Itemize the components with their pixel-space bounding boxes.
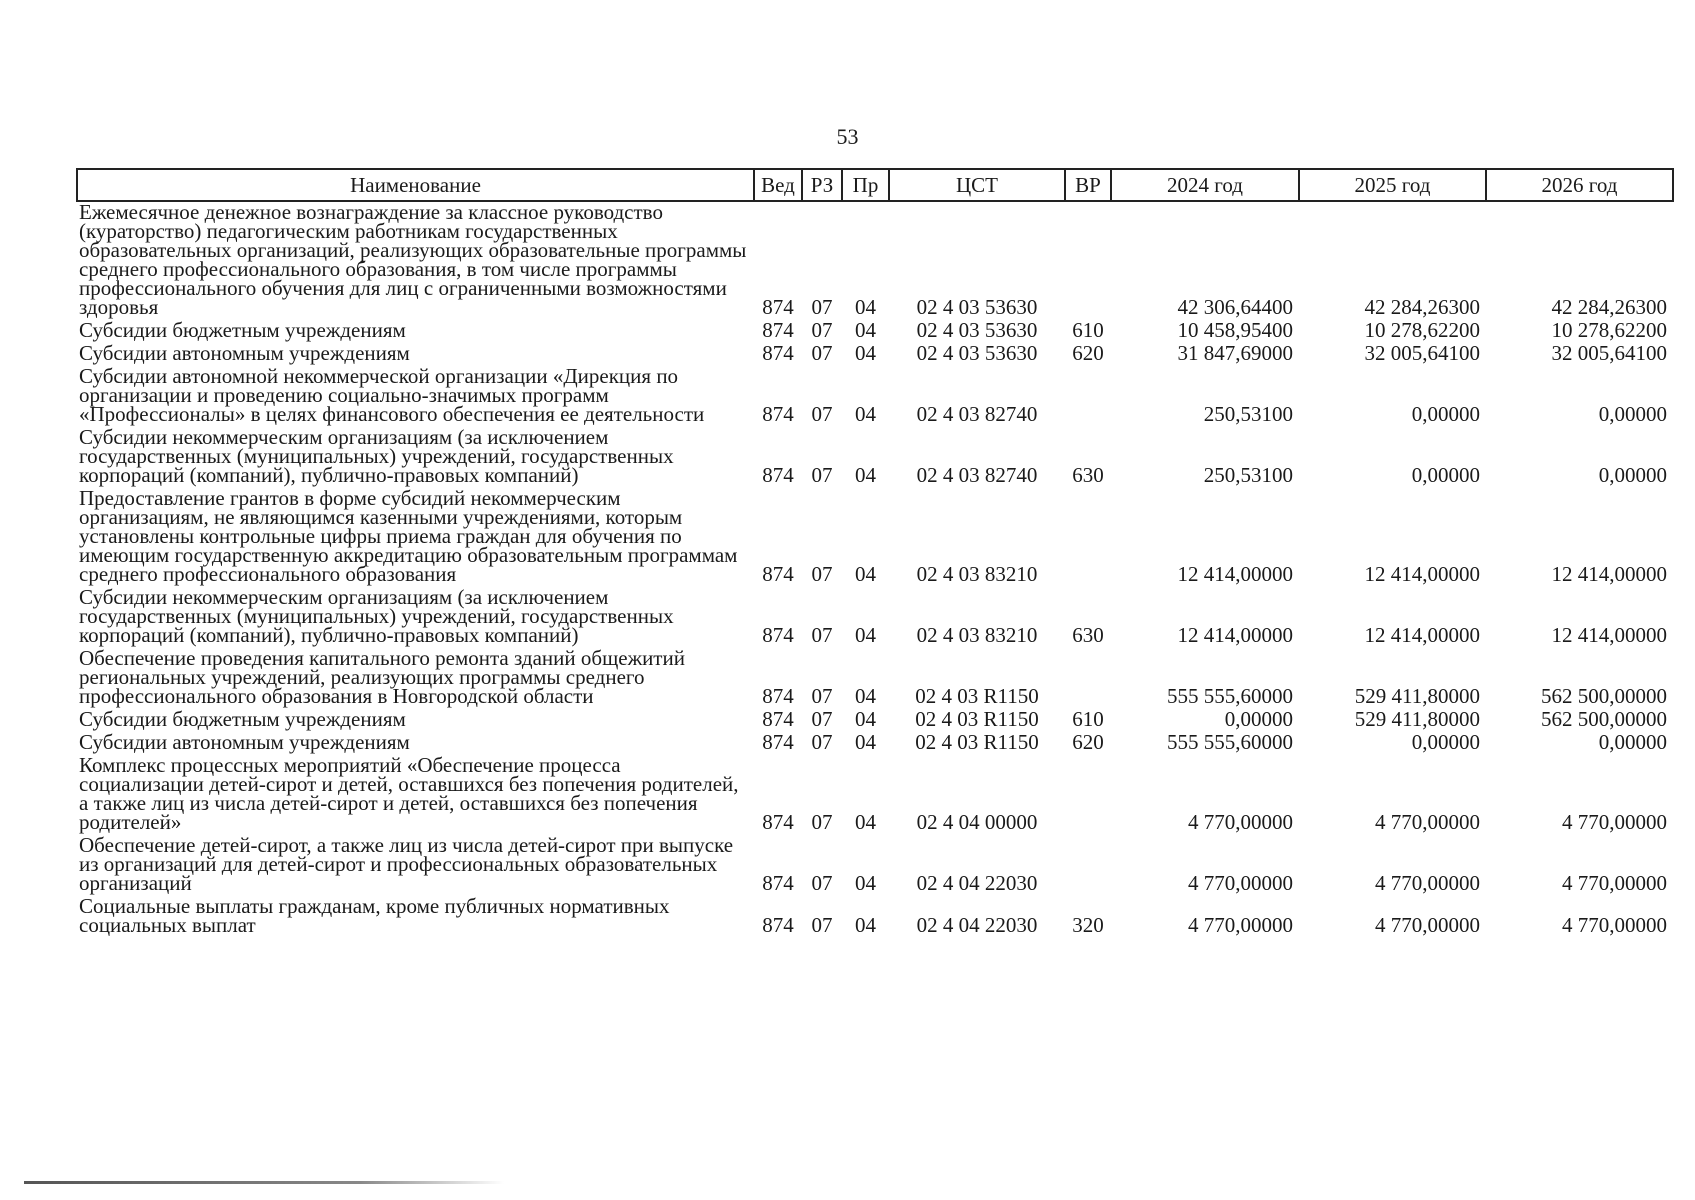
row-amount-2026: 562 500,00000 [1541,707,1667,731]
table-row [77,366,1673,427]
row-rz: 07 [811,463,833,487]
table-row [77,896,1673,938]
header-2024: 2024 год [1111,169,1299,201]
row-amount-2025: 0,00000 [1411,402,1480,426]
row-rz: 07 [811,402,833,426]
row-vr [1065,755,1111,835]
row-name: Обеспечение детей-сирот, а также лиц из числа детей-сирот при выпуске из организаций для детей-сирот и профессиональных образовательных организаций [79,833,734,895]
row-amount-2024: 12 414,00000 [1177,562,1293,586]
row-amount-2025: 4 770,00000 [1375,871,1480,895]
row-pr: 04 [855,295,876,319]
row-cst: 02 4 04 00000 [916,810,1038,834]
row-amount-2026: 10 278,62200 [1551,318,1667,342]
table-row [77,755,1673,835]
row-vr: 610 [1072,707,1104,731]
row-name: Субсидии автономным учреждениям [79,341,410,365]
row-amount-2025: 0,00000 [1411,730,1480,754]
row-cst: 02 4 03 53630 [916,295,1038,319]
row-ved: 874 [762,684,794,708]
row-pr: 04 [855,341,876,365]
row-vr: 320 [1072,913,1104,937]
table-row [77,201,1673,320]
row-amount-2024: 12 414,00000 [1177,623,1293,647]
header-ved: Вед [754,169,802,201]
row-amount-2024: 4 770,00000 [1188,913,1293,937]
table-row [77,648,1673,709]
row-amount-2024: 10 458,95400 [1177,318,1293,342]
row-amount-2026: 4 770,00000 [1562,913,1667,937]
row-ved: 874 [762,871,794,895]
page-number: 53 [836,124,859,149]
header-rz: РЗ [802,169,842,201]
row-amount-2024: 4 770,00000 [1188,871,1293,895]
row-amount-2025: 10 278,62200 [1364,318,1480,342]
row-name: Ежемесячное денежное вознаграждение за классное руководство (кураторство) педагогическим работникам государственных образовательных организаций, реализующих образовательные программы среднего профессионального образования, в том числе программы профессионального обучения для лиц с ограниченными возможностями здоровья [79,200,747,319]
row-amount-2025: 529 411,80000 [1354,707,1480,731]
table-row [77,427,1673,488]
row-cst: 02 4 03 53630 [916,341,1038,365]
row-ved: 874 [762,707,794,731]
row-vr: 630 [1072,463,1104,487]
header-2026: 2026 год [1486,169,1673,201]
row-amount-2025: 12 414,00000 [1364,623,1480,647]
row-ved: 874 [762,562,794,586]
row-amount-2026: 0,00000 [1598,402,1667,426]
row-rz: 07 [811,295,833,319]
row-vr: 620 [1072,730,1104,754]
row-pr: 04 [855,318,876,342]
row-cst: 02 4 04 22030 [916,871,1038,895]
row-cst: 02 4 04 22030 [916,913,1038,937]
row-rz: 07 [811,341,833,365]
row-vr [1065,201,1111,320]
table-row [77,320,1673,343]
row-ved: 874 [762,463,794,487]
row-amount-2026: 42 284,26300 [1551,295,1667,319]
row-pr: 04 [855,707,876,731]
row-amount-2025: 12 414,00000 [1364,562,1480,586]
row-amount-2024: 4 770,00000 [1188,810,1293,834]
row-name: Обеспечение проведения капитального ремонта зданий общежитий региональных учреждений, реализующих программы среднего профессионального образования в Новгородской области [79,646,685,708]
table-row [77,587,1673,648]
row-cst: 02 4 03 83210 [916,562,1038,586]
row-ved: 874 [762,295,794,319]
row-amount-2026: 0,00000 [1598,730,1667,754]
row-pr: 04 [855,684,876,708]
row-amount-2026: 0,00000 [1598,463,1667,487]
row-cst: 02 4 03 R1150 [915,684,1039,708]
row-amount-2026: 4 770,00000 [1562,810,1667,834]
row-vr [1065,488,1111,587]
row-name: Субсидии некоммерческим организациям (за исключением государственных (муниципальных) учреждений, государственных корпораций (компаний), публично-правовых компаний) [79,585,674,647]
row-rz: 07 [811,318,833,342]
row-amount-2026: 12 414,00000 [1551,562,1667,586]
row-rz: 07 [811,730,833,754]
row-vr: 610 [1072,318,1104,342]
row-cst: 02 4 03 82740 [916,402,1038,426]
row-ved: 874 [762,623,794,647]
row-ved: 874 [762,318,794,342]
row-rz: 07 [811,871,833,895]
row-ved: 874 [762,730,794,754]
row-amount-2024: 31 847,69000 [1177,341,1293,365]
row-amount-2024: 555 555,60000 [1167,684,1293,708]
row-amount-2026: 562 500,00000 [1541,684,1667,708]
table-header [77,169,1673,201]
row-vr [1065,366,1111,427]
row-name: Субсидии бюджетным учреждениям [79,318,406,342]
header-pr: Пр [842,169,889,201]
row-vr [1065,648,1111,709]
header-row [77,169,1673,201]
table-row [77,343,1673,366]
row-amount-2024: 250,53100 [1203,402,1293,426]
row-rz: 07 [811,913,833,937]
table-row [77,488,1673,587]
row-amount-2025: 42 284,26300 [1364,295,1480,319]
row-vr [1065,835,1111,896]
header-vr: ВР [1065,169,1111,201]
row-vr: 620 [1072,341,1104,365]
row-cst: 02 4 03 R1150 [915,730,1039,754]
row-rz: 07 [811,623,833,647]
row-name: Субсидии автономным учреждениям [79,730,410,754]
row-name: Предоставление грантов в форме субсидий некоммерческим организациям, не являющимся казенными учреждениями, которым установлены контрольные цифры приема граждан для обучения по имеющим государственную аккредитацию образовательным программам среднего профессионального образования [79,486,738,586]
row-amount-2024: 0,00000 [1224,707,1293,731]
row-cst: 02 4 03 R1150 [915,707,1039,731]
table-row [77,709,1673,732]
header-2025: 2025 год [1299,169,1486,201]
row-name: Социальные выплаты гражданам, кроме публичных нормативных социальных выплат [79,894,670,937]
row-rz: 07 [811,684,833,708]
table-body [77,201,1673,938]
row-ved: 874 [762,810,794,834]
row-ved: 874 [762,913,794,937]
header-cst: ЦСТ [889,169,1065,201]
row-rz: 07 [811,707,833,731]
table-row [77,732,1673,755]
row-pr: 04 [855,913,876,937]
row-pr: 04 [855,402,876,426]
scan-artifact-line [24,1181,504,1184]
row-pr: 04 [855,810,876,834]
row-name: Субсидии автономной некоммерческой организации «Дирекция по организации и проведению социально-значимых программ «Профессионалы» в целях финансового обеспечения ее деятельности [79,364,705,426]
row-pr: 04 [855,730,876,754]
row-amount-2024: 555 555,60000 [1167,730,1293,754]
row-cst: 02 4 03 53630 [916,318,1038,342]
row-amount-2024: 42 306,64400 [1177,295,1293,319]
row-amount-2025: 4 770,00000 [1375,913,1480,937]
row-name: Субсидии некоммерческим организациям (за исключением государственных (муниципальных) учреждений, государственных корпораций (компаний), публично-правовых компаний) [79,425,674,487]
row-amount-2024: 250,53100 [1203,463,1293,487]
row-amount-2026: 32 005,64100 [1551,341,1667,365]
row-pr: 04 [855,623,876,647]
row-amount-2025: 529 411,80000 [1354,684,1480,708]
header-name: Наименование [77,169,754,201]
row-amount-2025: 32 005,64100 [1364,341,1480,365]
row-pr: 04 [855,871,876,895]
row-amount-2026: 4 770,00000 [1562,871,1667,895]
row-amount-2026: 12 414,00000 [1551,623,1667,647]
row-name: Комплекс процессных мероприятий «Обеспечение процесса социализации детей-сирот и детей, оставшихся без попечения родителей, а также лиц из числа детей-сирот и детей, оставшихся без попечения родителей» [79,753,739,834]
row-pr: 04 [855,463,876,487]
budget-table [76,168,1674,938]
row-cst: 02 4 03 82740 [916,463,1038,487]
row-ved: 874 [762,402,794,426]
table-row [77,835,1673,896]
row-rz: 07 [811,562,833,586]
row-rz: 07 [811,810,833,834]
row-amount-2025: 0,00000 [1411,463,1480,487]
row-pr: 04 [855,562,876,586]
row-vr: 630 [1072,623,1104,647]
row-name: Субсидии бюджетным учреждениям [79,707,406,731]
row-amount-2025: 4 770,00000 [1375,810,1480,834]
row-ved: 874 [762,341,794,365]
row-cst: 02 4 03 83210 [916,623,1038,647]
